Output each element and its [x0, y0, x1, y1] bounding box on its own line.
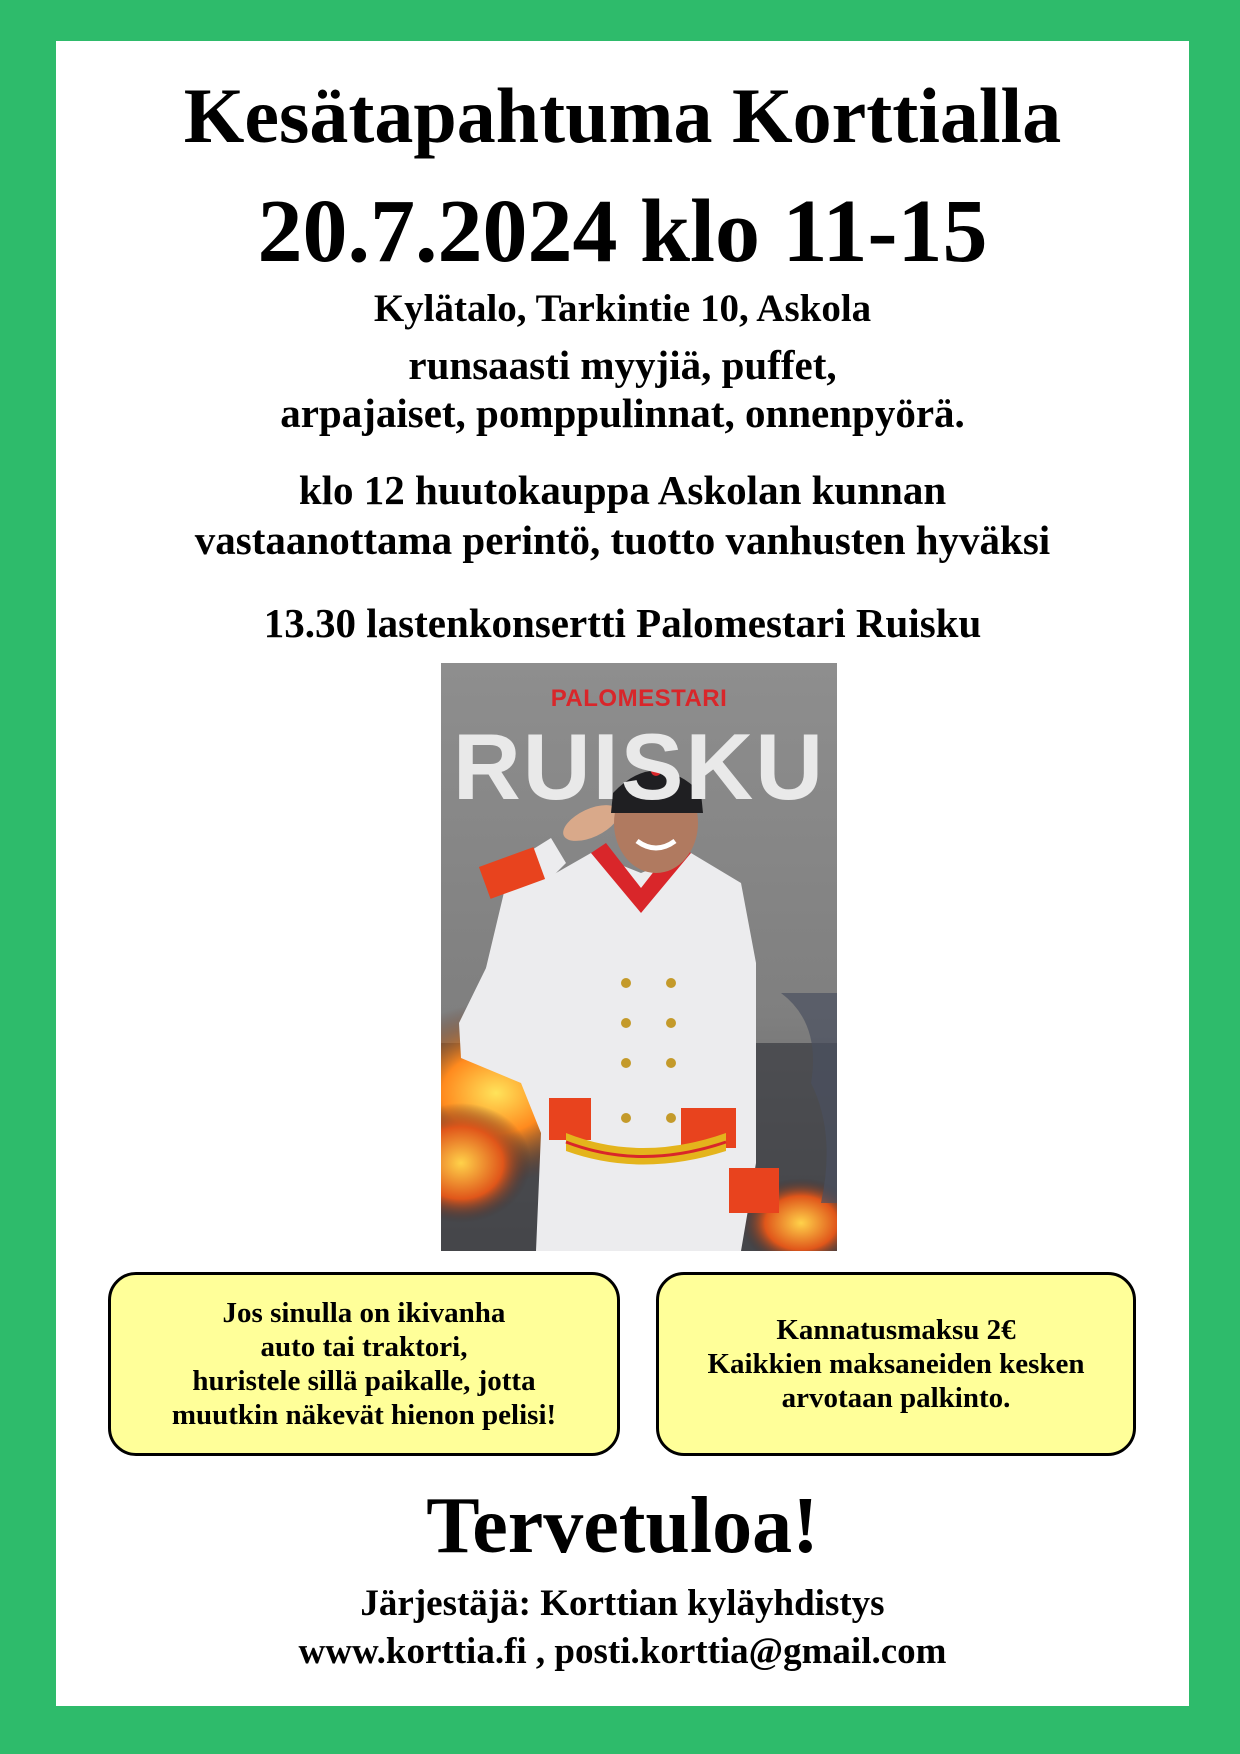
organizer-info: [56, 1580, 1189, 1676]
support-fee-callout: [656, 1272, 1136, 1456]
callout-line: muutkin näkevät hienon pelisi!: [171, 1399, 557, 1431]
organizer-name: Järjestäjä: Korttian kyläyhdistys: [360, 1583, 885, 1624]
concert-text: 13.30 lastenkonsertti Palomestari Ruisku: [263, 600, 982, 646]
callout-line: huristele sillä paikalle, jotta: [192, 1365, 536, 1397]
event-address: Kylätalo, Tarkintie 10, Askola: [373, 287, 872, 330]
features-line: arpajaiset, pomppulinnat, onnenpyörä.: [280, 390, 965, 436]
callout-line: Kaikkien maksaneiden kesken: [707, 1348, 1085, 1380]
welcome-heading: Tervetuloa!: [426, 1482, 819, 1570]
auction-line: vastaanottama perintö, tuotto vanhusten hyväksi: [194, 517, 1051, 563]
event-title: Kesätapahtuma Korttialla: [183, 72, 1062, 159]
features-text: [56, 341, 1189, 437]
callout-line: Kannatusmaksu 2€: [776, 1314, 1016, 1346]
auction-text: [56, 465, 1189, 565]
callout-line: arvotaan palkinto.: [781, 1382, 1011, 1414]
event-date-time: 20.7.2024 klo 11-15: [257, 182, 988, 281]
poster-tagline: PALOMESTARI: [550, 685, 728, 712]
auction-line: klo 12 huutokauppa Askolan kunnan: [298, 467, 947, 513]
poster-name: RUISKU: [452, 714, 826, 819]
features-line: runsaasti myyjiä, puffet,: [408, 342, 837, 388]
concert-poster-image: [441, 663, 837, 1251]
vintage-vehicle-callout: [108, 1272, 620, 1456]
contact-info: www.korttia.fi , posti.korttia@gmail.com: [298, 1631, 947, 1672]
callout-line: auto tai traktori,: [260, 1331, 468, 1363]
event-flyer: [56, 41, 1189, 1706]
callout-line: Jos sinulla on ikivanha: [222, 1297, 506, 1329]
